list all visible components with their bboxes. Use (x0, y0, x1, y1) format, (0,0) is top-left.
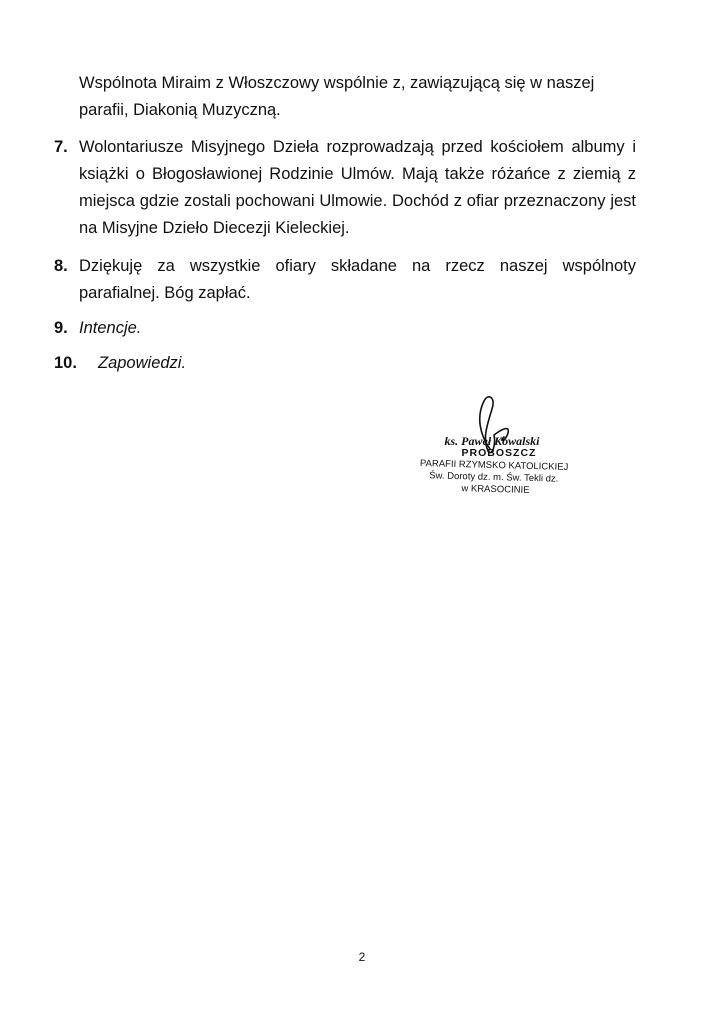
continued-line-1: Wspólnota Miraim z Włoszczowy wspólnie z, zawiązującą się w naszej (79, 74, 595, 92)
item-number: 10. (54, 354, 77, 372)
parish-stamp (404, 395, 579, 510)
page-number: 2 (358, 950, 366, 964)
item-number: 9. (54, 319, 68, 337)
item-text: Dziękuję za wszystkie ofiary składane na rzecz naszej wspólnoty parafialnej. Bóg zapłać. (79, 257, 636, 302)
continued-paragraph (79, 70, 636, 124)
stamp-line-4: Św. Doroty dz. m. Św. Tekli dz. (429, 470, 559, 485)
list-item-8 (54, 253, 636, 307)
item-number: 8. (54, 257, 68, 275)
item-text: Intencje. (79, 319, 142, 337)
list-item-10 (54, 350, 636, 377)
item-number: 7. (54, 138, 68, 156)
stamp-line-2: PROBOSZCZ (461, 447, 537, 459)
item-text: Zapowiedzi. (98, 354, 187, 372)
list-item-7 (54, 134, 636, 242)
stamp-line-5: w KRASOCINIE (461, 483, 530, 496)
stamp-line-3: PARAFII RZYMSKO KATOLICKIEJ (419, 458, 569, 473)
continued-line-2: parafii, Diakonią Muzyczną. (79, 101, 281, 119)
list-item-9 (54, 315, 636, 342)
item-text: Wolontariusze Misyjnego Dzieła rozprowadzają przed kościołem albumy i książki o Błogosławionej Rodzinie Ulmów. Mają także różańce z ziemią z miejsca gdzie zostali pochowani Ulmowie. Dochód z ofiar przeznaczony jest na Misyjne Dzieło Diecezji Kieleckiej. (79, 138, 636, 237)
stamp-line-1: ks. Paweł Kowalski (444, 434, 540, 448)
